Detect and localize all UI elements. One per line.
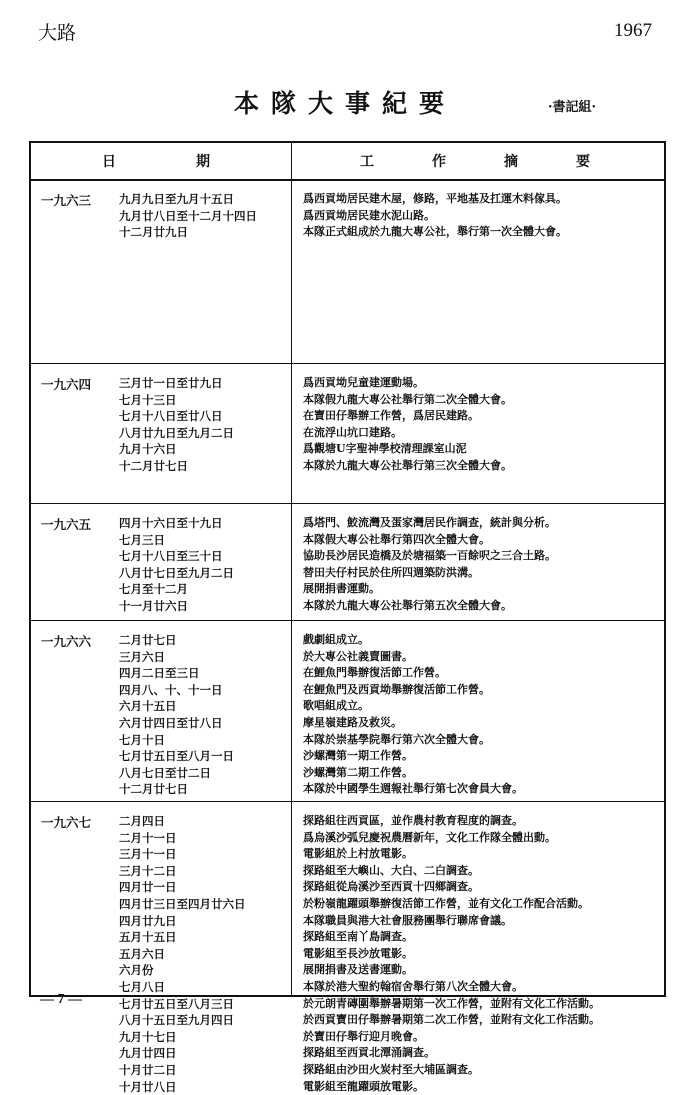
- work-entry: 本隊正式組成於九龍大專公社，舉行第一次全體大會。: [303, 224, 663, 241]
- date-entry: 九月十六日: [119, 441, 289, 458]
- work-entry: 探路組由沙田火炭村至大埔區調查。: [303, 1062, 663, 1079]
- column-header-date: 日期: [31, 151, 291, 171]
- date-entry: 七月廿五日至八月一日: [119, 748, 289, 765]
- work-entry: 展開捐書及送書運動。: [303, 962, 663, 979]
- work-entry: 於大專公社義賣圖書。: [303, 649, 663, 666]
- date-entry: 九月廿八日至十二月十四日: [119, 208, 289, 225]
- column-header-work: 工作摘要: [293, 151, 665, 171]
- work-entry: 爲觀塘U字聖神學校清理課室山泥: [303, 441, 663, 458]
- work-entry: 電影組於上村放電影。: [303, 846, 663, 863]
- date-entry: 十二月廿九日: [119, 224, 289, 241]
- date-entry: 十月廿二日: [119, 1062, 289, 1079]
- work-entry: 本隊於崇基學院舉行第六次全體大會。: [303, 732, 663, 749]
- work-entry: 探路組至南丫島調查。: [303, 929, 663, 946]
- work-entry: 戲劇組成立。: [303, 632, 663, 649]
- date-entry: 四月八、十、十一日: [119, 682, 289, 699]
- date-entry: 十二月廿七日: [119, 458, 289, 475]
- date-entry: 七月八日: [119, 979, 289, 996]
- work-entry: 本隊於九龍大專公社舉行第三次全體大會。: [303, 458, 663, 475]
- work-entry: 爲西貢坳居民建水泥山路。: [303, 208, 663, 225]
- work-entry: 歌唱組成立。: [303, 698, 663, 715]
- work-entry: 摩星嶺建路及救災。: [303, 715, 663, 732]
- date-entry: 七月十日: [119, 732, 289, 749]
- work-entry: 在寶田仔舉辦工作營，爲居民建路。: [303, 408, 663, 425]
- work-entry: 探路組至西貢北潭涌調查。: [303, 1045, 663, 1062]
- date-entry: 十一月廿六日: [119, 598, 289, 615]
- date-entry: 七月十八日至廿八日: [119, 408, 289, 425]
- work-entry: 於寶田仔舉行迎月晚會。: [303, 1029, 663, 1046]
- work-entry: 爲西貢坳居民建木屋，修路，平地基及扛運木料傢具。: [303, 191, 663, 208]
- date-entry: 七月十八日至三十日: [119, 548, 289, 565]
- date-list: [119, 375, 289, 475]
- work-list: [303, 375, 663, 475]
- date-entry: 七月三日: [119, 532, 289, 549]
- year-label: 一九六四: [41, 375, 91, 393]
- chronicle-table: [29, 141, 666, 997]
- date-entry: 四月廿一日: [119, 879, 289, 896]
- date-list: [119, 515, 289, 615]
- date-entry: 三月十一日: [119, 846, 289, 863]
- year-section: [31, 503, 664, 621]
- work-entry: 爲塔門、鮫流灣及蛋家灣居民作調查，統計與分析。: [303, 515, 663, 532]
- date-list: [119, 632, 289, 798]
- work-entry: 爲烏溪沙弧兒慶祝農曆新年，文化工作隊全體出動。: [303, 830, 663, 847]
- year-label: 一九六三: [41, 191, 91, 209]
- date-entry: 四月廿九日: [119, 913, 289, 930]
- work-entry: 探路組從烏溪沙至西貢十四鄉調查。: [303, 879, 663, 896]
- date-entry: 九月十七日: [119, 1029, 289, 1046]
- work-entry: 於粉嶺龍躍頭舉辦復活節工作營，並有文化工作配合活動。: [303, 896, 663, 913]
- year-label: 一九六七: [41, 813, 91, 831]
- table-header-row: [31, 143, 664, 181]
- page-number: — 7 —: [40, 992, 82, 1008]
- work-list: [303, 813, 663, 1095]
- date-entry: 四月廿三日至四月廿六日: [119, 896, 289, 913]
- work-entry: 替田夫仔村民於住所四週築防洪溝。: [303, 565, 663, 582]
- date-list: [119, 191, 289, 241]
- work-entry: 本隊於中國學生週報社舉行第七次會員大會。: [303, 781, 663, 798]
- work-entry: 展開捐書運動。: [303, 581, 663, 598]
- date-entry: 七月至十二月: [119, 581, 289, 598]
- work-entry: 在鯉魚門及西貢坳舉辦復活節工作營。: [303, 682, 663, 699]
- work-entry: 協助長沙居民造橋及於塘福築一百餘呎之三合土路。: [303, 548, 663, 565]
- date-entry: 六月份: [119, 962, 289, 979]
- work-entry: 於元朗青磚圍舉辦暑期第一次工作營，並附有文化工作活動。: [303, 996, 663, 1013]
- date-entry: 四月十六日至十九日: [119, 515, 289, 532]
- date-entry: 十月廿八日: [119, 1079, 289, 1095]
- year-section: [31, 363, 664, 504]
- date-entry: 六月十五日: [119, 698, 289, 715]
- date-entry: 二月四日: [119, 813, 289, 830]
- date-entry: 七月廿五日至八月三日: [119, 996, 289, 1013]
- year-section: [31, 801, 664, 995]
- work-entry: 沙螺灣第一期工作營。: [303, 748, 663, 765]
- date-entry: 八月廿七日至九月二日: [119, 565, 289, 582]
- work-entry: 本隊職員與港大社會服務團舉行聯席會議。: [303, 913, 663, 930]
- date-entry: 八月廿九日至九月二日: [119, 425, 289, 442]
- work-entry: 本隊假大專公社舉行第四次全體大會。: [303, 532, 663, 549]
- date-entry: 三月廿一日至廿九日: [119, 375, 289, 392]
- date-entry: 二月十一日: [119, 830, 289, 847]
- running-header-left: 大路: [38, 18, 76, 45]
- year-label: 一九六五: [41, 515, 91, 533]
- work-entry: 本隊假九龍大專公社舉行第二次全體大會。: [303, 392, 663, 409]
- running-header-year: 1967: [614, 20, 652, 42]
- date-entry: 三月六日: [119, 649, 289, 666]
- year-section: [31, 179, 664, 364]
- date-entry: 九月九日至九月十五日: [119, 191, 289, 208]
- date-entry: 四月二日至三日: [119, 665, 289, 682]
- work-entry: 探路組往西貢區，並作農村教育程度的調查。: [303, 813, 663, 830]
- work-entry: 在流浮山坑口建路。: [303, 425, 663, 442]
- work-entry: 在鯉魚門舉辦復活節工作營。: [303, 665, 663, 682]
- work-entry: 本隊於港大聖約翰宿舍舉行第八次全體大會。: [303, 979, 663, 996]
- date-entry: 九月廿四日: [119, 1045, 289, 1062]
- date-entry: 十二月廿七日: [119, 781, 289, 798]
- work-list: [303, 632, 663, 798]
- work-entry: 沙螺灣第二期工作營。: [303, 765, 663, 782]
- date-entry: 二月廿七日: [119, 632, 289, 649]
- year-section: [31, 620, 664, 802]
- work-list: [303, 515, 663, 615]
- work-entry: 電影組至長沙放電影。: [303, 946, 663, 963]
- date-entry: 五月十五日: [119, 929, 289, 946]
- work-entry: 爲西貢坳兒童建運動場。: [303, 375, 663, 392]
- date-entry: 八月七日至廿二日: [119, 765, 289, 782]
- date-entry: 八月十五日至九月四日: [119, 1012, 289, 1029]
- author-credit: ·書記組·: [548, 96, 596, 115]
- date-entry: 三月十二日: [119, 863, 289, 880]
- date-list: [119, 813, 289, 1095]
- date-entry: 五月六日: [119, 946, 289, 963]
- work-entry: 探路組至大嶼山、大白、二白調查。: [303, 863, 663, 880]
- work-entry: 於西貢寶田仔舉辦暑期第二次工作營，並附有文化工作活動。: [303, 1012, 663, 1029]
- work-entry: 電影組至龍躍頭放電影。: [303, 1079, 663, 1095]
- work-list: [303, 191, 663, 241]
- date-entry: 七月十三日: [119, 392, 289, 409]
- work-entry: 本隊於九龍大專公社舉行第五次全體大會。: [303, 598, 663, 615]
- year-label: 一九六六: [41, 632, 91, 650]
- page-title: 本隊大事紀要: [0, 84, 690, 120]
- date-entry: 六月廿四日至廿八日: [119, 715, 289, 732]
